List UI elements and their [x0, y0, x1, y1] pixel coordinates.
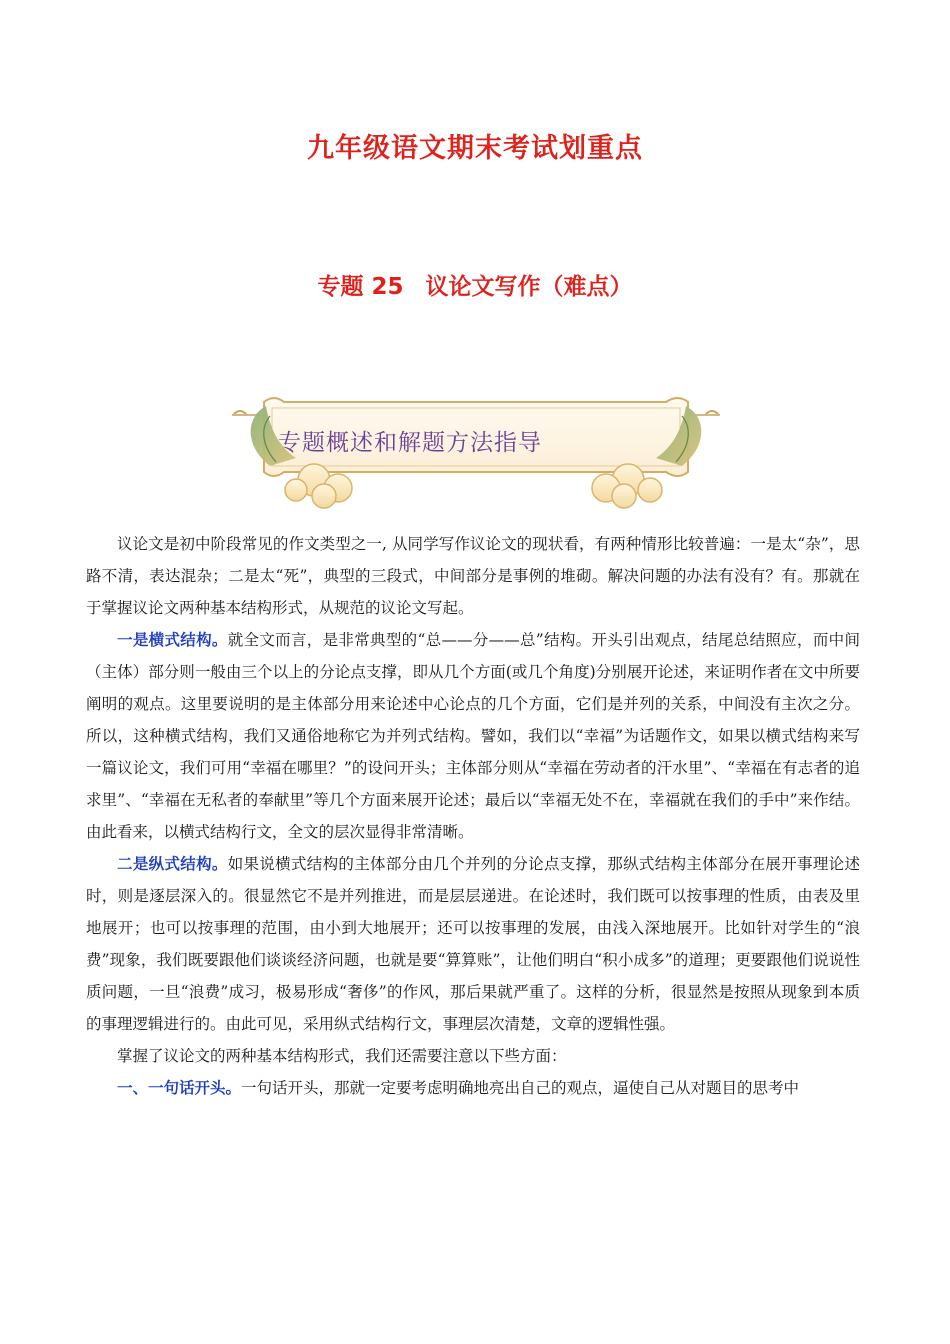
paragraph-text: 掌握了议论文的两种基本结构形式，我们还需要注意以下些方面： [117, 1047, 567, 1065]
topic-number: 专题 25 [317, 274, 404, 300]
topic-title [0, 268, 950, 301]
paragraph-text: 如果说横式结构的主体部分由几个并列的分论点支撑，那纵式结构主体部分在展开事理论述时，则是逐层深入的。很显然它不是并列推进，而是层层递进。在论述时，我们既可以按事理的性质，由表及里地展开；也可以按事理的范围，由小到大地展开；还可以按事理的发展，由浅入深地展开。比如针对学生的“浪费”现象，我们既要跟他们谈谈经济问题，也就是要“算算账”，让他们明白“积小成多”的道理；更要跟他们说说性质问题，一旦“浪费”成习，极易形成“奢侈”的作风，那后果就严重了。这样的分析，很显然是按照从现象到本质的事理逻辑进行的。由此可见，采用纵式结构行文，事理层次清楚，文章的逻辑性强。 [86, 855, 860, 1033]
paragraph-lead: 一、一句话开头。 [117, 1079, 242, 1097]
paragraph-text: 议论文是初中阶段常见的作文类型之一, 从同学写作议论文的现状看，有两种情形比较普遍：一是太“杂”，思路不清，表达混杂；二是太“死”，典型的三段式，中间部分是事例的堆砌。解决问题的办法有没有？有。那就在于掌握议论文两种基本结构形式，从规范的议论文写起。 [86, 535, 860, 617]
paragraph-opening-sentence [86, 1072, 860, 1104]
paragraph-vertical-structure [86, 848, 860, 1040]
paragraph-text: 就全文而言，是非常典型的“总——分——总”结构。开头引出观点，结尾总结照应，而中间（主体）部分则一般由三个以上的分论点支撑，即从几个方面(或几个角度)分别展开论述，来证明作者在文中所要阐明的观点。这里要说明的是主体部分用来论述中心论点的几个方面，它们是并列的关系，中间没有主次之分。所以，这种横式结构，我们又通俗地称它为并列式结构。譬如，我们以“幸福”为话题作文，如果以横式结构来写一篇议论文，我们可用“幸福在哪里？”的设问开头；主体部分则从“幸福在劳动者的汗水里”、“幸福在有志者的追求里”、“幸福在无私者的奉献里”等几个方面来展开论述；最后以“幸福无处不在，幸福就在我们的手中”来作结。由此看来，以横式结构行文，全文的层次显得非常清晰。 [86, 631, 860, 841]
paragraph-transition [86, 1040, 860, 1072]
article-body [86, 528, 860, 1104]
paragraph-intro [86, 528, 860, 624]
topic-name: 议论文写作（难点） [425, 274, 633, 300]
banner-heading: 专题概述和解题方法指导 [278, 430, 542, 456]
paragraph-text: 一句话开头，那就一定要考虑明确地亮出自己的观点，逼使自己从对题目的思考中 [241, 1079, 800, 1097]
page-title: 九年级语文期末考试划重点 [307, 133, 643, 164]
paragraph-lead: 一是横式结构。 [117, 631, 228, 649]
paragraph-lead: 二是纵式结构。 [117, 855, 228, 873]
paragraph-horizontal-structure [86, 624, 860, 848]
